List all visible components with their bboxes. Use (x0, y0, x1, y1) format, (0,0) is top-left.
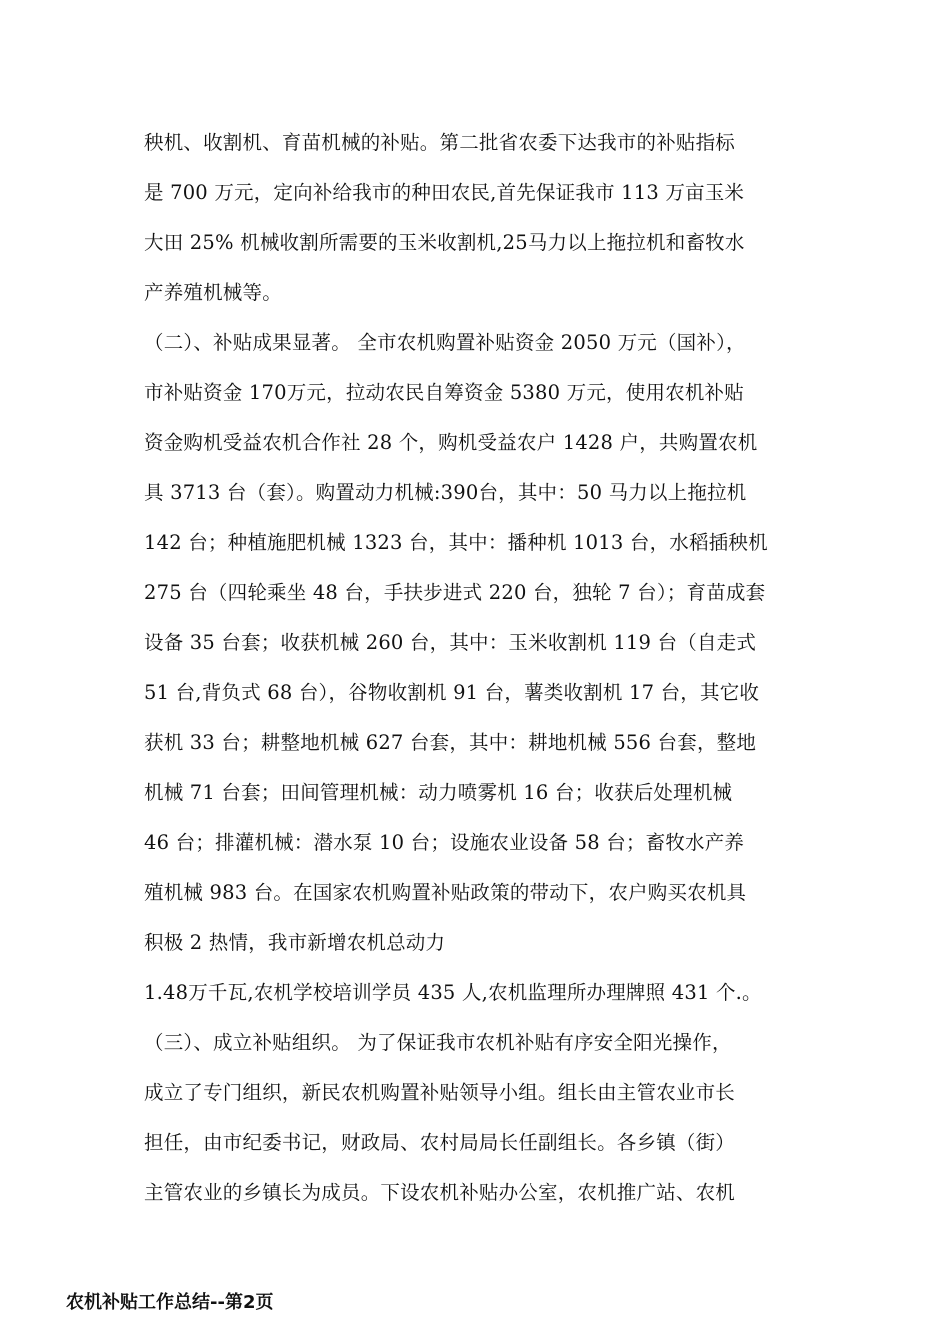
text-line: 市补贴资金 170万元，拉动农民自筹资金 5380 万元，使用农机补贴 (144, 381, 744, 404)
text-line: 1.48万千瓦,农机学校培训学员 435 人,农机监理所办理牌照 431 个.。 (144, 981, 762, 1004)
text-line: 成立了专门组织，新民农机购置补贴领导小组。组长由主管农业市长 (144, 1081, 736, 1104)
text-line: （三）、成立补贴组织。 为了保证我市农机补贴有序安全阳光操作， (144, 1031, 732, 1054)
text-line: （二）、补贴成果显著。 全市农机购置补贴资金 2050 万元（国补）， (144, 331, 746, 354)
text-line: 是 700 万元，定向补给我市的种田农民,首先保证我市 113 万亩玉米 (144, 181, 745, 204)
text-line: 资金购机受益农机合作社 28 个，购机受益农户 1428 户，共购置农机 (144, 431, 758, 454)
text-line: 51 台,背负式 68 台），谷物收割机 91 台，薯类收割机 17 台，其它收 (144, 681, 760, 704)
text-line: 担任，由市纪委书记，财政局、农村局局长任副组长。各乡镇（街） (144, 1131, 736, 1154)
text-line: 产养殖机械等。 (144, 281, 282, 304)
text-line: 设备 35 台套；收获机械 260 台，其中：玉米收割机 119 台（自走式 (144, 631, 757, 654)
text-line: 具 3713 台（套）。购置动力机械:390台，其中：50 马力以上拖拉机 (144, 481, 747, 504)
body-text (144, 118, 808, 1218)
page-footer: 农机补贴工作总结--第2页 (66, 1292, 274, 1313)
text-line: 46 台；排灌机械：潜水泵 10 台；设施农业设备 58 台；畜牧水产养 (144, 831, 745, 854)
text-line: 殖机械 983 台。在国家农机购置补贴政策的带动下，农户购买农机具 (144, 881, 747, 904)
text-line: 秧机、收割机、育苗机械的补贴。第二批省农委下达我市的补贴指标 (144, 131, 736, 154)
text-line: 大田 25% 机械收割所需要的玉米收割机,25马力以上拖拉机和畜牧水 (144, 231, 745, 254)
text-line: 积极 2 热情，我市新增农机总动力 (144, 931, 446, 954)
text-line: 142 台；种植施肥机械 1323 台，其中：播种机 1013 台，水稻插秧机 (144, 531, 768, 554)
text-line: 机械 71 台套；田间管理机械：动力喷雾机 16 台；收获后处理机械 (144, 781, 733, 804)
text-line: 275 台（四轮乘坐 48 台，手扶步进式 220 台，独轮 7 台）；育苗成套 (144, 581, 766, 604)
text-line: 获机 33 台；耕整地机械 627 台套，其中：耕地机械 556 台套，整地 (144, 731, 757, 754)
text-line: 主管农业的乡镇长为成员。下设农机补贴办公室，农机推广站、农机 (144, 1181, 736, 1204)
